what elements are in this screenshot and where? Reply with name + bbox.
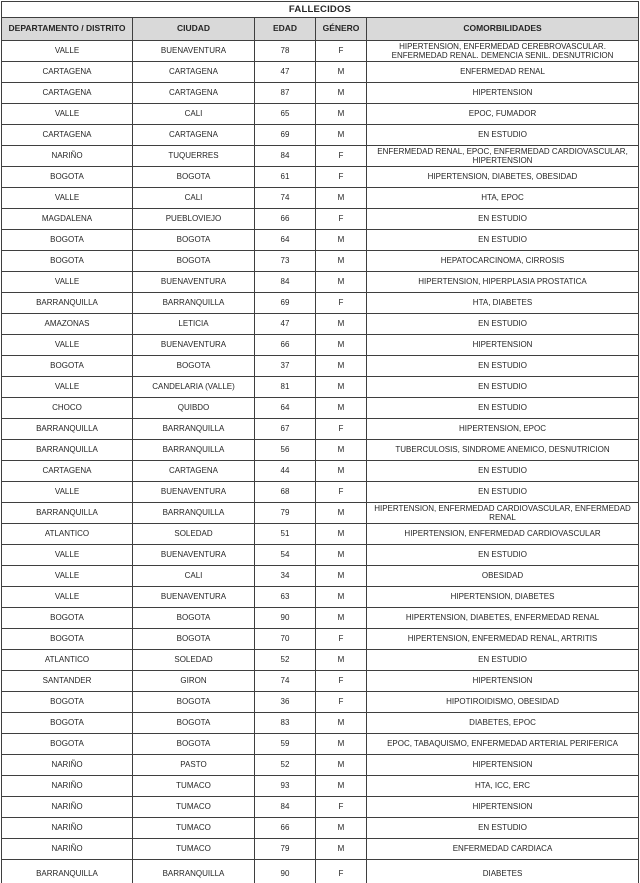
table-cell: M — [316, 377, 367, 398]
table-cell: BOGOTA — [2, 356, 133, 377]
table-row — [2, 713, 639, 734]
table-cell: M — [316, 62, 367, 83]
column-header-departamento-distrito: DEPARTAMENTO / DISTRITO — [2, 18, 133, 41]
table-cell: BOGOTA — [2, 734, 133, 755]
table-cell: BOGOTA — [133, 692, 255, 713]
table-cell: M — [316, 776, 367, 797]
table-cell: HIPERTENSION, DIABETES, OBESIDAD — [367, 167, 639, 188]
table-cell: M — [316, 272, 367, 293]
table-cell: M — [316, 755, 367, 776]
table-header-row — [2, 18, 639, 41]
table-cell: BARRANQUILLA — [2, 293, 133, 314]
table-cell: HIPERTENSION, ENFERMEDAD CEREBROVASCULAR. ENFERMEDAD RENAL. DEMENCIA SENIL. DESNUTRICION — [367, 41, 639, 62]
table-row — [2, 188, 639, 209]
table-cell: F — [316, 797, 367, 818]
table-cell: 84 — [255, 272, 316, 293]
table-cell: CARTAGENA — [2, 62, 133, 83]
table-cell: BOGOTA — [133, 734, 255, 755]
table-cell: 51 — [255, 524, 316, 545]
table-cell: M — [316, 335, 367, 356]
table-cell: 70 — [255, 629, 316, 650]
table-row — [2, 146, 639, 167]
table-cell: VALLE — [2, 482, 133, 503]
table-cell: BOGOTA — [133, 230, 255, 251]
table-cell: 66 — [255, 818, 316, 839]
table-cell: BARRANQUILLA — [133, 503, 255, 524]
table-cell: BARRANQUILLA — [133, 293, 255, 314]
table-row — [2, 230, 639, 251]
table-cell: M — [316, 650, 367, 671]
table-cell: BARRANQUILLA — [133, 860, 255, 883]
table-cell: F — [316, 209, 367, 230]
table-cell: HEPATOCARCINOMA, CIRROSIS — [367, 251, 639, 272]
table-cell: HIPERTENSION, ENFERMEDAD CARDIOVASCULAR — [367, 524, 639, 545]
table-cell: 52 — [255, 650, 316, 671]
table-cell: CARTAGENA — [133, 125, 255, 146]
table-cell: 34 — [255, 566, 316, 587]
table-cell: EN ESTUDIO — [367, 125, 639, 146]
table-cell: M — [316, 104, 367, 125]
table-cell: 87 — [255, 83, 316, 104]
column-header-ciudad: CIUDAD — [133, 18, 255, 41]
table-cell: EN ESTUDIO — [367, 650, 639, 671]
table-cell: M — [316, 314, 367, 335]
table-cell: 79 — [255, 503, 316, 524]
table-cell: CARTAGENA — [133, 83, 255, 104]
column-header-comorbilidades: COMORBILIDADES — [367, 18, 639, 41]
table-row — [2, 461, 639, 482]
table-row — [2, 314, 639, 335]
table-cell: 74 — [255, 188, 316, 209]
table-cell: ENFERMEDAD RENAL — [367, 62, 639, 83]
table-cell: EN ESTUDIO — [367, 818, 639, 839]
table-cell: M — [316, 230, 367, 251]
table-cell: DIABETES — [367, 860, 639, 883]
table-cell: M — [316, 83, 367, 104]
table-cell: HIPERTENSION, HIPERPLASIA PROSTATICA — [367, 272, 639, 293]
table-cell: HTA, DIABETES — [367, 293, 639, 314]
table-cell: DIABETES, EPOC — [367, 713, 639, 734]
table-row — [2, 62, 639, 83]
table-row — [2, 335, 639, 356]
table-row — [2, 356, 639, 377]
table-cell: BOGOTA — [2, 713, 133, 734]
table-cell: EN ESTUDIO — [367, 230, 639, 251]
table-cell: BARRANQUILLA — [2, 860, 133, 883]
table-cell: BUENAVENTURA — [133, 41, 255, 62]
table-row — [2, 503, 639, 524]
table-cell: HIPERTENSION, ENFERMEDAD CARDIOVASCULAR, ENFERMEDAD RENAL — [367, 503, 639, 524]
table-cell: CARTAGENA — [2, 461, 133, 482]
table-cell: 52 — [255, 755, 316, 776]
table-cell: F — [316, 293, 367, 314]
table-cell: BARRANQUILLA — [2, 419, 133, 440]
table-cell: OBESIDAD — [367, 566, 639, 587]
table-row — [2, 440, 639, 461]
table-cell: 59 — [255, 734, 316, 755]
table-cell: BOGOTA — [2, 692, 133, 713]
table-cell: 56 — [255, 440, 316, 461]
table-cell: BUENAVENTURA — [133, 587, 255, 608]
table-cell: CALI — [133, 566, 255, 587]
table-cell: EN ESTUDIO — [367, 461, 639, 482]
table-cell: F — [316, 482, 367, 503]
table-cell: SOLEDAD — [133, 650, 255, 671]
table-cell: F — [316, 671, 367, 692]
table-cell: VALLE — [2, 587, 133, 608]
table-cell: BUENAVENTURA — [133, 272, 255, 293]
table-cell: VALLE — [2, 272, 133, 293]
table-cell: BOGOTA — [133, 167, 255, 188]
table-cell: 37 — [255, 356, 316, 377]
table-cell: M — [316, 587, 367, 608]
table-cell: M — [316, 839, 367, 860]
table-cell: 81 — [255, 377, 316, 398]
table-cell: M — [316, 188, 367, 209]
table-row — [2, 167, 639, 188]
table-cell: 93 — [255, 776, 316, 797]
table-cell: TUBERCULOSIS, SINDROME ANEMICO, DESNUTRICION — [367, 440, 639, 461]
table-cell: BARRANQUILLA — [133, 440, 255, 461]
table-cell: NARIÑO — [2, 797, 133, 818]
table-cell: ENFERMEDAD CARDIACA — [367, 839, 639, 860]
table-cell: F — [316, 692, 367, 713]
table-row — [2, 398, 639, 419]
table-cell: MAGDALENA — [2, 209, 133, 230]
table-cell: QUIBDO — [133, 398, 255, 419]
column-header-edad: EDAD — [255, 18, 316, 41]
table-row — [2, 839, 639, 860]
table-cell: HTA, EPOC — [367, 188, 639, 209]
table-cell: BARRANQUILLA — [133, 419, 255, 440]
table-cell: BOGOTA — [133, 251, 255, 272]
table-cell: TUMACO — [133, 776, 255, 797]
table-cell: 84 — [255, 146, 316, 167]
table-cell: BOGOTA — [2, 608, 133, 629]
table-row — [2, 755, 639, 776]
table-row — [2, 608, 639, 629]
table-title-row — [2, 2, 639, 18]
table-row — [2, 419, 639, 440]
table-cell: TUMACO — [133, 818, 255, 839]
table-cell: CARTAGENA — [133, 62, 255, 83]
table-cell: EN ESTUDIO — [367, 209, 639, 230]
table-cell: F — [316, 167, 367, 188]
table-cell: SANTANDER — [2, 671, 133, 692]
table-cell: HIPERTENSION, DIABETES, ENFERMEDAD RENAL — [367, 608, 639, 629]
table-row — [2, 377, 639, 398]
table-cell: BOGOTA — [2, 230, 133, 251]
table-cell: PASTO — [133, 755, 255, 776]
table-cell: NARIÑO — [2, 776, 133, 797]
table-cell: BOGOTA — [133, 608, 255, 629]
table-cell: SOLEDAD — [133, 524, 255, 545]
table-row — [2, 482, 639, 503]
table-cell: BUENAVENTURA — [133, 545, 255, 566]
table-cell: HIPERTENSION — [367, 671, 639, 692]
table-cell: CANDELARIA (VALLE) — [133, 377, 255, 398]
table-cell: TUMACO — [133, 839, 255, 860]
table-cell: M — [316, 125, 367, 146]
table-row — [2, 650, 639, 671]
table-cell: 36 — [255, 692, 316, 713]
table-cell: 66 — [255, 335, 316, 356]
table-cell: 68 — [255, 482, 316, 503]
table-cell: 64 — [255, 230, 316, 251]
table-cell: HTA, ICC, ERC — [367, 776, 639, 797]
table-cell: BARRANQUILLA — [2, 503, 133, 524]
table-cell: CARTAGENA — [2, 83, 133, 104]
table-cell: M — [316, 608, 367, 629]
table-cell: EN ESTUDIO — [367, 314, 639, 335]
table-cell: NARIÑO — [2, 818, 133, 839]
table-cell: 67 — [255, 419, 316, 440]
table-cell: CALI — [133, 188, 255, 209]
table-cell: M — [316, 251, 367, 272]
table-cell: EPOC, FUMADOR — [367, 104, 639, 125]
table-row — [2, 692, 639, 713]
table-cell: NARIÑO — [2, 146, 133, 167]
table-cell: EN ESTUDIO — [367, 356, 639, 377]
table-cell: HIPERTENSION, DIABETES — [367, 587, 639, 608]
table-cell: M — [316, 734, 367, 755]
table-cell: 61 — [255, 167, 316, 188]
table-row — [2, 41, 639, 62]
table-cell: VALLE — [2, 335, 133, 356]
table-cell: BOGOTA — [2, 629, 133, 650]
table-row — [2, 209, 639, 230]
table-cell: 69 — [255, 293, 316, 314]
table-cell: VALLE — [2, 188, 133, 209]
table-cell: BARRANQUILLA — [2, 440, 133, 461]
table-cell: F — [316, 41, 367, 62]
table-cell: VALLE — [2, 377, 133, 398]
table-row — [2, 104, 639, 125]
table-row — [2, 293, 639, 314]
table-cell: CARTAGENA — [133, 461, 255, 482]
table-row — [2, 545, 639, 566]
table-cell: 44 — [255, 461, 316, 482]
table-cell: 64 — [255, 398, 316, 419]
table-cell: F — [316, 146, 367, 167]
table-cell: VALLE — [2, 41, 133, 62]
table-cell: 84 — [255, 797, 316, 818]
table-cell: EPOC, TABAQUISMO, ENFERMEDAD ARTERIAL PERIFERICA — [367, 734, 639, 755]
table-row — [2, 524, 639, 545]
table-row — [2, 818, 639, 839]
table-cell: BUENAVENTURA — [133, 482, 255, 503]
table-cell: 90 — [255, 608, 316, 629]
table-cell: 78 — [255, 41, 316, 62]
table-cell: ATLANTICO — [2, 524, 133, 545]
table-cell: HIPERTENSION, ENFERMEDAD RENAL, ARTRITIS — [367, 629, 639, 650]
table-cell: M — [316, 398, 367, 419]
table-cell: F — [316, 629, 367, 650]
table-cell: M — [316, 503, 367, 524]
table-cell: 66 — [255, 209, 316, 230]
column-header-genero: GÉNERO — [316, 18, 367, 41]
table-row — [2, 629, 639, 650]
fallecidos-table — [1, 1, 639, 883]
table-cell: 69 — [255, 125, 316, 146]
table-cell: EN ESTUDIO — [367, 545, 639, 566]
table-cell: M — [316, 440, 367, 461]
table-cell: 79 — [255, 839, 316, 860]
table-cell: BOGOTA — [133, 356, 255, 377]
table-cell: HIPERTENSION — [367, 83, 639, 104]
table-cell: TUMACO — [133, 797, 255, 818]
table-cell: AMAZONAS — [2, 314, 133, 335]
table-cell: VALLE — [2, 566, 133, 587]
table-cell: VALLE — [2, 104, 133, 125]
table-cell: M — [316, 461, 367, 482]
table-cell: F — [316, 419, 367, 440]
table-row — [2, 83, 639, 104]
table-cell: M — [316, 713, 367, 734]
table-cell: CARTAGENA — [2, 125, 133, 146]
table-cell: 63 — [255, 587, 316, 608]
table-cell: 47 — [255, 314, 316, 335]
table-cell: M — [316, 524, 367, 545]
table-cell: 47 — [255, 62, 316, 83]
table-cell: TUQUERRES — [133, 146, 255, 167]
table-cell: M — [316, 356, 367, 377]
table-cell: CALI — [133, 104, 255, 125]
table-cell: BOGOTA — [2, 251, 133, 272]
table-cell: VALLE — [2, 545, 133, 566]
table-cell: BUENAVENTURA — [133, 335, 255, 356]
table-row — [2, 776, 639, 797]
table-row — [2, 272, 639, 293]
table-row — [2, 860, 639, 883]
table-cell: ENFERMEDAD RENAL, EPOC, ENFERMEDAD CARDIOVASCULAR, HIPERTENSION — [367, 146, 639, 167]
table-cell: ATLANTICO — [2, 650, 133, 671]
table-cell: BOGOTA — [133, 713, 255, 734]
table-cell: NARIÑO — [2, 755, 133, 776]
table-row — [2, 797, 639, 818]
table-cell: HIPERTENSION, EPOC — [367, 419, 639, 440]
table-cell: CHOCO — [2, 398, 133, 419]
table-cell: EN ESTUDIO — [367, 398, 639, 419]
table-cell: EN ESTUDIO — [367, 377, 639, 398]
table-cell: EN ESTUDIO — [367, 482, 639, 503]
table-cell: HIPERTENSION — [367, 755, 639, 776]
table-cell: BOGOTA — [2, 167, 133, 188]
page-title: FALLECIDOS — [2, 2, 639, 18]
table-row — [2, 734, 639, 755]
table-cell: 65 — [255, 104, 316, 125]
table-row — [2, 671, 639, 692]
table-cell: F — [316, 860, 367, 883]
table-cell: HIPERTENSION — [367, 335, 639, 356]
table-cell: LETICIA — [133, 314, 255, 335]
table-cell: 54 — [255, 545, 316, 566]
table-cell: M — [316, 545, 367, 566]
table-cell: M — [316, 818, 367, 839]
table-cell: HIPOTIROIDISMO, OBESIDAD — [367, 692, 639, 713]
table-cell: NARIÑO — [2, 839, 133, 860]
table-cell: 90 — [255, 860, 316, 883]
table-body — [2, 41, 639, 883]
table-cell: 73 — [255, 251, 316, 272]
table-row — [2, 587, 639, 608]
table-cell: PUEBLOVIEJO — [133, 209, 255, 230]
table-cell: BOGOTA — [133, 629, 255, 650]
table-row — [2, 251, 639, 272]
table-row — [2, 566, 639, 587]
table-cell: 83 — [255, 713, 316, 734]
table-row — [2, 125, 639, 146]
table-cell: 74 — [255, 671, 316, 692]
table-cell: HIPERTENSION — [367, 797, 639, 818]
table-cell: GIRON — [133, 671, 255, 692]
table-cell: M — [316, 566, 367, 587]
